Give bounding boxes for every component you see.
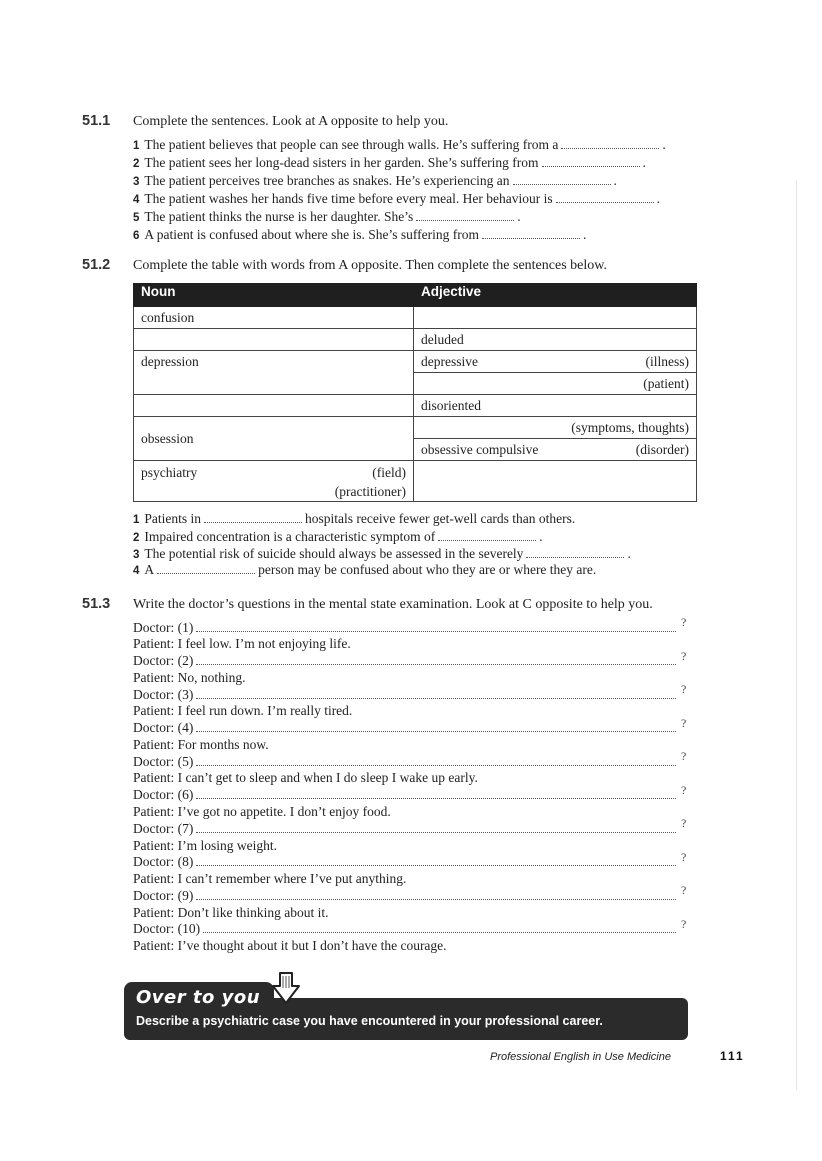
answer-blank[interactable] — [196, 654, 676, 665]
table-cell: depression — [134, 351, 414, 395]
answer-blank[interactable] — [157, 562, 255, 574]
doctor-line: Doctor: (8) — [133, 853, 688, 870]
sentence-item: 2 Impaired concentration is a characteristic symptom of . — [133, 529, 543, 544]
answer-blank[interactable] — [204, 511, 302, 523]
over-to-you-title: Over to you — [136, 987, 261, 1008]
table-header-noun: Noun — [134, 284, 414, 307]
patient-line: Patient: Don’t like thinking about it. — [133, 905, 329, 920]
exercise-instruction-51-3: Write the doctor’s questions in the mental state examination. Look at C opposite to help you. — [133, 597, 653, 612]
doctor-line: Doctor: (7) — [133, 820, 688, 837]
table-cell: psychiatry (field) (practitioner) — [134, 461, 414, 502]
table-row — [134, 351, 697, 373]
answer-blank[interactable] — [556, 191, 654, 203]
over-to-you-text: Describe a psychiatric case you have encountered in your professional career. — [136, 1014, 603, 1028]
table-cell-blank[interactable] — [414, 307, 697, 329]
answer-blank[interactable] — [203, 922, 676, 933]
table-header-adjective: Adjective — [414, 284, 697, 307]
question-mark: ? — [681, 716, 687, 730]
table-row — [134, 461, 697, 502]
table-cell: depressive (illness) — [414, 351, 697, 373]
table-cell: deluded — [414, 329, 697, 351]
doctor-line: Doctor: (2) — [133, 652, 688, 669]
doctor-line: Doctor: (9) — [133, 887, 688, 904]
answer-blank[interactable] — [561, 137, 659, 149]
table-cell-blank[interactable]: (patient) — [414, 373, 697, 395]
question-mark: ? — [681, 682, 687, 696]
patient-line: Patient: I’ve got no appetite. I don’t enjoy food. — [133, 804, 391, 819]
patient-line: Patient: For months now. — [133, 737, 269, 752]
answer-blank[interactable] — [542, 155, 640, 167]
page-number: 111 — [720, 1049, 745, 1063]
sentence-item: 2 The patient sees her long-dead sisters in her garden. She’s suffering from . — [133, 155, 646, 170]
patient-line: Patient: No, nothing. — [133, 670, 246, 685]
question-mark: ? — [681, 649, 687, 663]
table-row — [134, 307, 697, 329]
table-cell: confusion — [134, 307, 414, 329]
patient-line: Patient: I feel run down. I’m really tired. — [133, 703, 353, 718]
table-cell-blank[interactable] — [134, 395, 414, 417]
question-mark: ? — [681, 883, 687, 897]
doctor-line: Doctor: (4) — [133, 719, 688, 736]
exercise-number-51-2: 51.2 — [82, 257, 111, 273]
question-mark: ? — [681, 917, 687, 931]
sentence-item: 1 The patient believes that people can see through walls. He’s suffering from a . — [133, 137, 666, 152]
exercise-instruction-51-1: Complete the sentences. Look at A opposite to help you. — [133, 114, 449, 129]
question-mark: ? — [681, 615, 687, 629]
doctor-line: Doctor: (1) — [133, 619, 688, 636]
table-row — [134, 329, 697, 351]
patient-line: Patient: I feel low. I’m not enjoying life. — [133, 636, 351, 651]
patient-line: Patient: I’m losing weight. — [133, 838, 277, 853]
question-mark: ? — [681, 850, 687, 864]
footer-book-title: Professional English in Use Medicine — [490, 1051, 671, 1063]
table-cell-blank[interactable] — [134, 329, 414, 351]
exercise-number-51-3: 51.3 — [82, 596, 111, 612]
answer-blank[interactable] — [196, 755, 676, 766]
answer-blank[interactable] — [196, 822, 676, 833]
table-cell: disoriented — [414, 395, 697, 417]
exercise-instruction-51-2: Complete the table with words from A opposite. Then complete the sentences below. — [133, 258, 607, 273]
question-mark: ? — [681, 749, 687, 763]
answer-blank[interactable] — [526, 546, 624, 558]
answer-blank[interactable] — [482, 227, 580, 239]
patient-line: Patient: I can’t get to sleep and when I do sleep I wake up early. — [133, 770, 478, 785]
sentence-item: 4 The patient washes her hands five time before every meal. Her behaviour is . — [133, 191, 660, 206]
table-row — [134, 417, 697, 439]
answer-blank[interactable] — [438, 529, 536, 541]
patient-line: Patient: I’ve thought about it but I don’t have the courage. — [133, 938, 447, 953]
sentence-item: 3 The potential risk of suicide should always be assessed in the severely . — [133, 546, 631, 561]
answer-blank[interactable] — [196, 688, 676, 699]
sentence-item: 6 A patient is confused about where she is. She’s suffering from . — [133, 227, 587, 242]
doctor-line: Doctor: (5) — [133, 753, 688, 770]
doctor-line: Doctor: (3) — [133, 686, 688, 703]
answer-blank[interactable] — [196, 621, 676, 632]
question-mark: ? — [681, 816, 687, 830]
sentence-item: 1 Patients in hospitals receive fewer get-well cards than others. — [133, 511, 576, 526]
answer-blank[interactable] — [196, 855, 676, 866]
table-cell-blank[interactable]: (symptoms, thoughts) — [414, 417, 697, 439]
table-cell: obsessive compulsive (disorder) — [414, 439, 697, 461]
patient-line: Patient: I can’t remember where I’ve put anything. — [133, 871, 407, 886]
table-cell-blank[interactable] — [414, 461, 697, 502]
doctor-line: Doctor: (10) — [133, 920, 688, 937]
hand-pointing-down-icon — [266, 970, 306, 1008]
answer-blank[interactable] — [416, 209, 514, 221]
answer-blank[interactable] — [196, 889, 676, 900]
table-row — [134, 395, 697, 417]
page-edge-line — [796, 180, 797, 1090]
sentence-item: 4 A person may be confused about who they are or where they are. — [133, 562, 597, 577]
table-cell: obsession — [134, 417, 414, 461]
question-mark: ? — [681, 783, 687, 797]
word-table — [133, 283, 697, 502]
exercise-number-51-1: 51.1 — [82, 113, 111, 129]
sentence-item: 3 The patient perceives tree branches as snakes. He’s experiencing an . — [133, 173, 617, 188]
answer-blank[interactable] — [196, 788, 676, 799]
sentence-item: 5 The patient thinks the nurse is her daughter. She’s . — [133, 209, 521, 224]
doctor-line: Doctor: (6) — [133, 786, 688, 803]
answer-blank[interactable] — [513, 173, 611, 185]
answer-blank[interactable] — [196, 721, 676, 732]
